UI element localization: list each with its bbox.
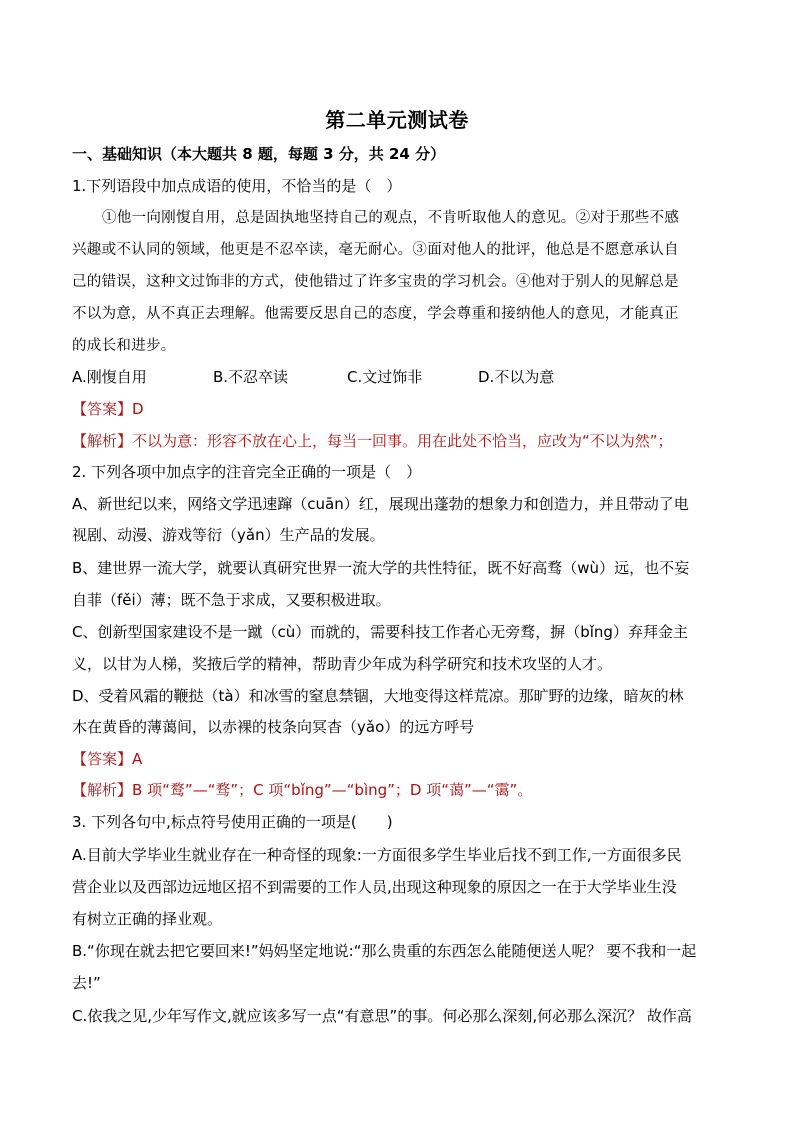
question-2-analysis [72, 780, 532, 800]
q2-line-2: 视剧、动漫、游戏等衍（yǎn）生产品的发展。 [72, 526, 385, 544]
question-2-answer: 【答案】A [72, 750, 143, 768]
q2-line-7: D、受着风霜的鞭挞（tà）和冰雪的窒息禁锢，大地变得这样荒凉。那旷野的边缘，暗灰的林 [72, 687, 684, 705]
option-b: B.不忍卒读 [213, 368, 289, 386]
q3-line-6: C.依我之见,少年写作文,就应该多写一点“有意思”的事。何必那么深刻,何必那么深沉？ 故作高 [72, 1007, 692, 1025]
question-3-stem: 3. 下列各句中,标点符号使用正确的一项是( ) [72, 813, 393, 831]
question-2-stem: 2. 下列各项中加点字的注音完全正确的一项是（ ） [72, 463, 422, 481]
analysis-tag: 【解析】 [72, 781, 133, 799]
page-title: 第二单元测试卷 [325, 108, 469, 132]
passage-line-2: 兴趣或不认同的领域，他更是不忍卒读，毫无耐心。③面对他人的批评，他总是不愿意承认自 [72, 242, 679, 258]
q2-line-8: 木在黄昏的薄蔼间，以赤裸的枝条向冥杳（yǎo）的远方呼号 [72, 718, 475, 736]
q2-line-3: B、建世界一流大学，就要认真研究世界一流大学的共性特征，既不好高骛（wù）远，也不妄 [72, 559, 690, 577]
passage-line-5: 的成长和进步。 [72, 338, 176, 354]
question-1-stem: 1.下列语段中加点成语的使用，不恰当的是（ ） [72, 177, 402, 195]
analysis-tag: 【解析】 [72, 432, 133, 450]
q2-line-5: C、创新型国家建设不是一蹴（cù）而就的，需要科技工作者心无旁骛，摒（bǐng）弃拜金主 [72, 623, 688, 641]
question-1-analysis [72, 431, 673, 451]
analysis-text: B 项“鹜”—“骛”；C 项“bǐng”—“bìng”；D 项“蔼”—“霭”。 [132, 781, 533, 799]
q3-line-1: A.目前大学毕业生就业存在一种奇怪的现象:一方面很多学生毕业后找不到工作,一方面很多民 [72, 846, 682, 864]
passage-line-4: 不以为意，从不真正去理解。他需要反思自己的态度，学会尊重和接纳他人的意见，才能真正 [72, 306, 679, 322]
question-1-answer: 【答案】D [72, 400, 144, 418]
q3-line-5: 去!” [72, 974, 101, 992]
q2-line-6: 义，以甘为人梯，奖掖后学的精神，帮助青少年成为科学研究和技术攻坚的人才。 [72, 655, 613, 673]
passage-line-1: ①他一向刚愎自用，总是固执地坚持自己的观点，不肯听取他人的意见。②对于那些不感 [102, 210, 680, 226]
passage-line-3: 己的错误，这种文过饰非的方式，使他错过了许多宝贵的学习机会。④他对于别人的见解总是 [72, 274, 679, 290]
analysis-text: 不以为意：形容不放在心上，每当一回事。用在此处不恰当，应改为“不以为然”； [132, 432, 673, 450]
q3-line-4: B.“你现在就去把它要回来!”妈妈坚定地说:“那么贵重的东西怎么能随便送人呢？ 要不我和一起 [72, 942, 697, 960]
q2-line-4: 自菲（fěi）薄；既不急于求成，又要积极进取。 [72, 591, 391, 609]
q2-line-1: A、新世纪以来，网络文学迅速蹿（cuān）红，展现出蓬勃的想象力和创造力，并且带动了电 [72, 495, 689, 513]
option-c: C.文过饰非 [347, 368, 423, 386]
section-heading: 一、基础知识（本大题共 8 题，每题 3 分，共 24 分） [72, 145, 446, 163]
q3-line-3: 有树立正确的择业观。 [72, 910, 223, 928]
option-a: A.刚愎自用 [72, 368, 147, 386]
q3-line-2: 营企业以及西部边远地区招不到需要的工作人员,出现这种现象的原因之一在于大学毕业生没 [72, 878, 677, 896]
option-d: D.不以为意 [478, 368, 555, 386]
